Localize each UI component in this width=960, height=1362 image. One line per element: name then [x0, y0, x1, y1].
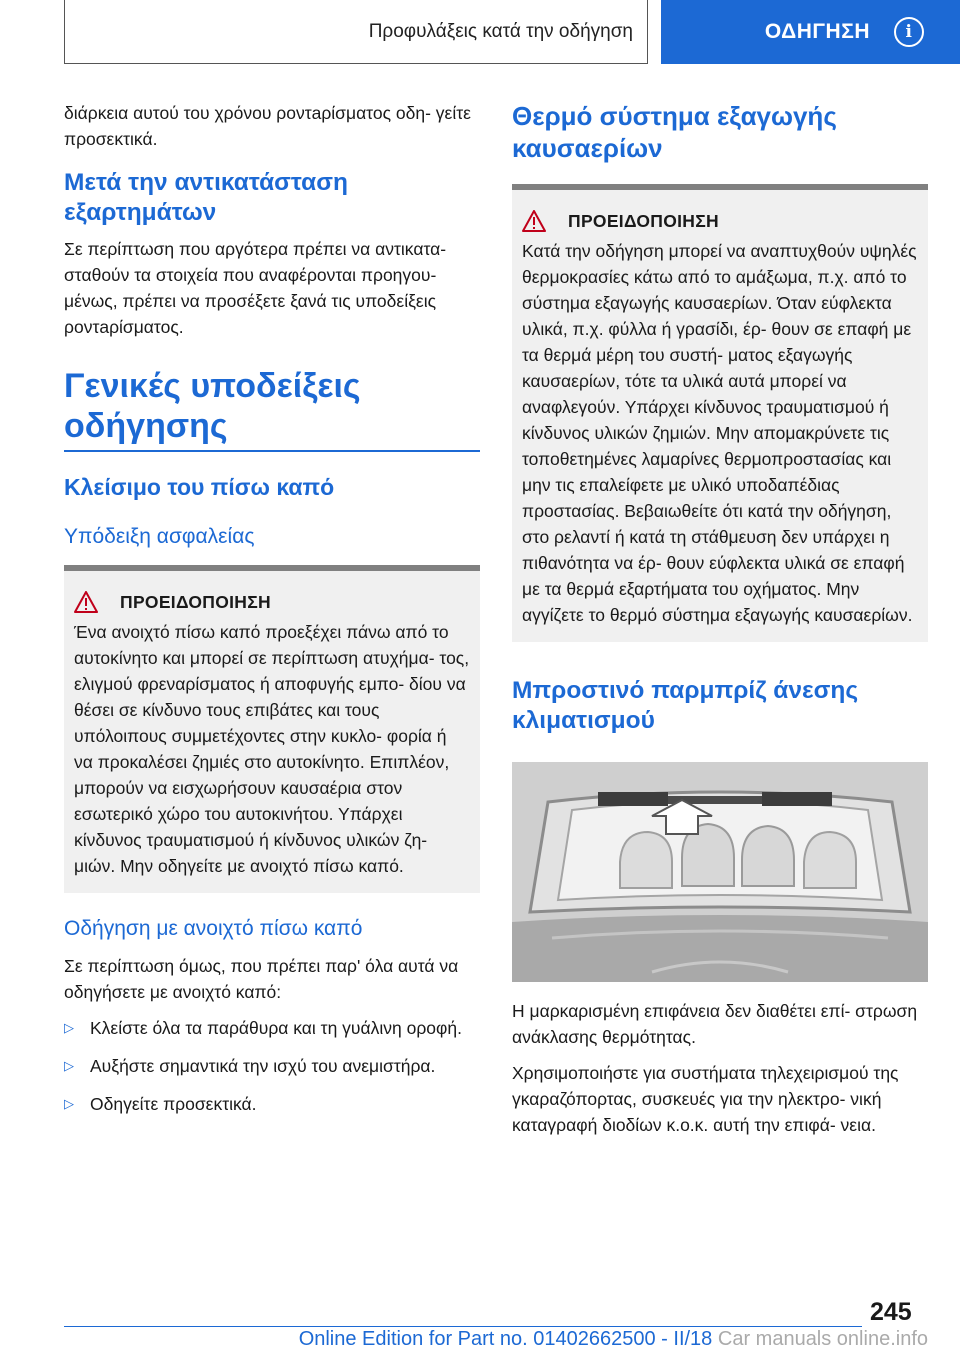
windshield-heading: Μπροστινό παρμπρίζ άνεσης κλιματισμού [512, 677, 859, 734]
triangle-bullet-icon: ▷ [64, 1096, 74, 1111]
list-item: ▷ Οδηγείτε προσεκτικά. [64, 1091, 480, 1117]
step-list [64, 1015, 480, 1117]
list-item: ▷ Κλείστε όλα τα παράθυρα και τη γυάλινη οροφή. [64, 1015, 480, 1041]
parts-heading: Μετά την αντικατάσταση εξαρτημάτων [64, 169, 348, 226]
warning-icon [74, 591, 98, 613]
windshield-paragraph-2: Χρησιμοποιήστε για συστήματα τηλεχειρισμού της γκαραζόπορτας, συσκευές για την ηλεκτρο- νική καταγραφή διοδίων κ.ο.κ. αυτή την επιφά- νεια. [512, 1063, 899, 1135]
warning-text: Κατά την οδήγηση μπορεί να αναπτυχθούν υψηλές θερμοκρασίες κάτω από το αμάξωμα, π.χ. από το σύστημα εξαγωγής καυσαερίων. Όταν εύφλεκτα υλικά, π.χ. φύλλα ή γρασίδι, έρ- θουν σε επαφή με τα θερμά μέρη του συστή- ματος εξαγωγής καυσαερίων, τότε τα υλικά αυτά μπορεί να αναφλεγούν. Υπάρχει κίνδυνος τραυματισμού ή κίνδυνος υλικών ζημιών. Μην απομακρύνετε τις τοποθετημένες λαμαρίνες θερμοπροστασίας και μην τις επαλείφετε με υλικό υποδαπέδιας προστασίας. Βεβαιωθείτε ότι κατά την οδήγηση, στο ρελαντί ή κατά τη στάθμευση δεν υπάρχει η πιθανότητα να έρ- θουν εύφλεκτα υλικά σε επαφή με τα θερμά εξαρτήματα του οχήματος. Μην αγγίζετε το θερμό σύστημα εξαγωγής καυσαερίων. [522, 241, 917, 625]
info-icon: i [894, 17, 924, 47]
warning-text: Ένα ανοιχτό πίσω καπό προεξέχει πάνω από το αυτοκίνητο και μπορεί σε περίπτωση ατυχήμα- τος, ελιγμού φρεναρίσματος ή αποφυγής εμπο- δίου να θέσει σε κίνδυνο τους επιβάτες και τους υπόλοιπους συμμετέχοντες στην κυκλο- φορία ή να προκαλέσει ζημιές στο αυτοκίνητο. Επιπλέον, μπορούν να εισχωρήσουν καυσαέρια στον εσωτερικό χώρο του αυτοκινήτου. Υπάρχει κίνδυνος τραυματισμού ή κίνδυνος υλικών ζη- μιών. Μην οδηγείτε με ανοιχτό πίσω καπό. [74, 622, 470, 876]
header-section-title [64, 0, 648, 64]
windshield-paragraph-1: Η μαρκαρισμένη επιφάνεια δεν διαθέτει επί- στρωση ανάκλασης θερμότητας. [512, 1001, 918, 1047]
warning-title: ΠΡΟΕΙΔΟΠΟΙΗΣΗ [568, 210, 719, 231]
open-trunk-heading: Οδήγηση με ανοιχτό πίσω καπό [64, 917, 363, 940]
list-item: ▷ Αυξήστε σημαντικά την ισχύ του ανεμιστήρα. [64, 1053, 480, 1079]
open-trunk-paragraph: Σε περίπτωση όμως, που πρέπει παρ' όλα αυτά να οδηγήσετε με ανοιχτό καπό: [64, 956, 459, 1002]
site-watermark: Car manuals online.info [717, 1328, 928, 1350]
chapter-title: ΟΔΗΓΗΣΗ [764, 20, 870, 43]
header-chapter [661, 0, 960, 64]
trunk-warning-box [64, 565, 480, 893]
triangle-bullet-icon: ▷ [64, 1058, 74, 1073]
section-title: Προφυλάξεις κατά την οδήγηση [368, 20, 633, 42]
intro-paragraph: διάρκεια αυτού του χρόνου ροντaρίσματος οδη- γείτε προσεκτικά. [64, 103, 471, 149]
footer-divider [64, 1326, 862, 1327]
warning-title: ΠΡΟΕΙΔΟΠΟΙΗΣΗ [120, 591, 271, 612]
exhaust-warning-box [512, 184, 928, 642]
exhaust-heading: Θερμό σύστημα εξαγωγής καυσαερίων [512, 101, 837, 163]
warning-icon [522, 210, 546, 232]
parts-paragraph: Σε περίπτωση που αργότερα πρέπει να αντικατα- σταθούν τα στοιχεία που αναφέρονται προηγου- μένως, πρέπει να προσέξετε ξανά τις υποδείξεις ροντaρίσματος. [64, 239, 447, 337]
safety-heading: Υπόδειξη ασφαλείας [64, 525, 255, 548]
windshield-photo [512, 762, 928, 982]
right-column [512, 100, 928, 1148]
footer [64, 1328, 928, 1351]
trunk-heading: Κλείσιμο του πίσω καπό [64, 474, 335, 500]
edition-text: Online Edition for Part no. 01402662500 - II/18 [298, 1328, 713, 1350]
left-column [64, 100, 480, 1129]
triangle-bullet-icon: ▷ [64, 1020, 74, 1035]
main-heading: Γενικές υποδείξεις οδήγησης [64, 366, 480, 452]
page-number: 245 [870, 1298, 912, 1326]
